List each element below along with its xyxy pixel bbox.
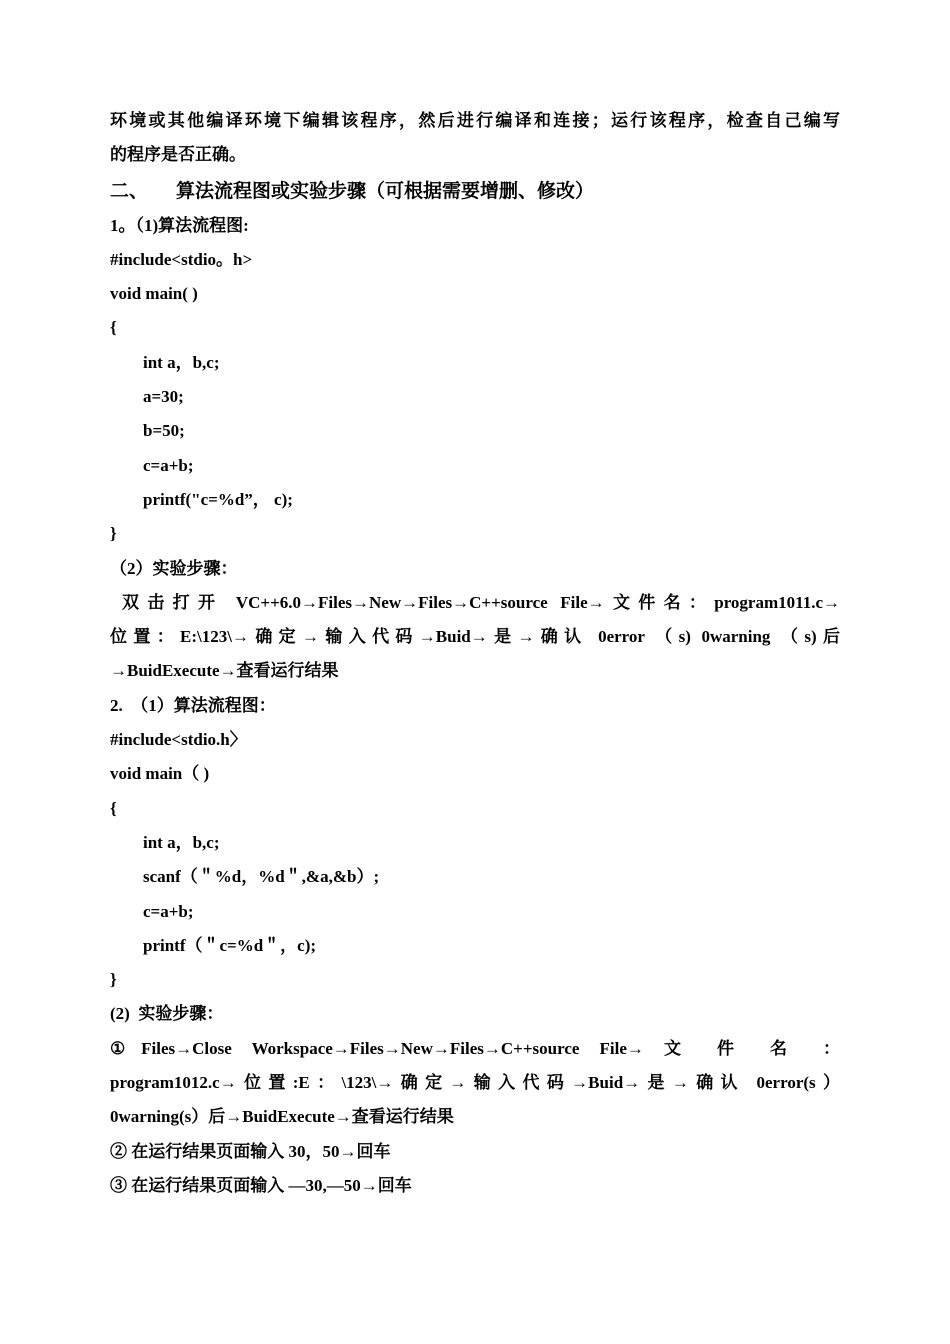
part1-code-line: c=a+b; <box>143 455 194 475</box>
part1-code-line: void main( ) <box>110 284 198 304</box>
part1-code-line: } <box>110 524 117 544</box>
part1-step-line: 位置：E:\123\→确定→输入代码→Buid→是→确认 0error （s) 0warning （s)后 <box>110 627 840 647</box>
part2-step-line: 0warning(s）后→BuidExecute→查看运行结果 <box>110 1107 454 1127</box>
part2-step-line: ①Files→Close Workspace→Files→New→Files→C++source File→ 文 件 名 ： <box>110 1038 840 1058</box>
part2-step-line: ③ 在运行结果页面输入 —30,—50→回车 <box>110 1175 412 1195</box>
part1-code-line: { <box>110 318 117 338</box>
intro-line-2: 的程序是否正确。 <box>110 145 246 165</box>
section-title: 算法流程图或实验步骤（可根据需要增删、修改） <box>176 179 595 202</box>
part2-code-line: #include<stdio.h〉 <box>110 730 247 750</box>
part2-code-line: { <box>110 798 117 818</box>
part2-step-line: ② 在运行结果页面输入 30，50→回车 <box>110 1141 391 1161</box>
part2-steps-label: (2) 实验步骤： <box>110 1004 224 1024</box>
part1-steps-label: （2）实验步骤： <box>110 558 238 578</box>
part1-flow-label: 1。（1)算法流程图: <box>110 215 249 235</box>
part1-step-line: →BuidExecute→查看运行结果 <box>110 661 339 681</box>
part2-step-line: program1012.c→位置:E：\123\→确定→输入代码→Buid→是→确认 0error(s） <box>110 1073 840 1093</box>
part1-code-line: printf("c=%d”， c); <box>143 489 293 509</box>
intro-line-1: 环境或其他编译环境下编辑该程序，然后进行编译和连接；运行该程序，检查自己编写 <box>110 111 840 130</box>
part1-code-line: int a，b,c; <box>143 352 220 372</box>
section-heading <box>110 173 840 209</box>
part2-code-line: void main（ ) <box>110 764 210 784</box>
part1-step-line: 双击打开 VC++6.0→Files→New→Files→C++source File→文件名：program1011.c→ <box>122 592 840 612</box>
part2-code-line: int a，b,c; <box>143 832 220 852</box>
part2-code-line: } <box>110 970 117 990</box>
part1-code-line: #include<stdio。h> <box>110 249 253 269</box>
part1-code-line: a=30; <box>143 387 184 407</box>
part2-code-line: scanf（＂%d，%d＂,&a,&b）; <box>143 867 380 887</box>
part2-code-line: c=a+b; <box>143 901 194 921</box>
part2-flow-label: 2. （1）算法流程图： <box>110 695 276 715</box>
part1-code-line: b=50; <box>143 421 185 441</box>
section-number: 二、 <box>110 179 149 202</box>
part2-code-line: printf（＂c=%d＂，c); <box>143 935 317 955</box>
document-page <box>110 104 840 1203</box>
